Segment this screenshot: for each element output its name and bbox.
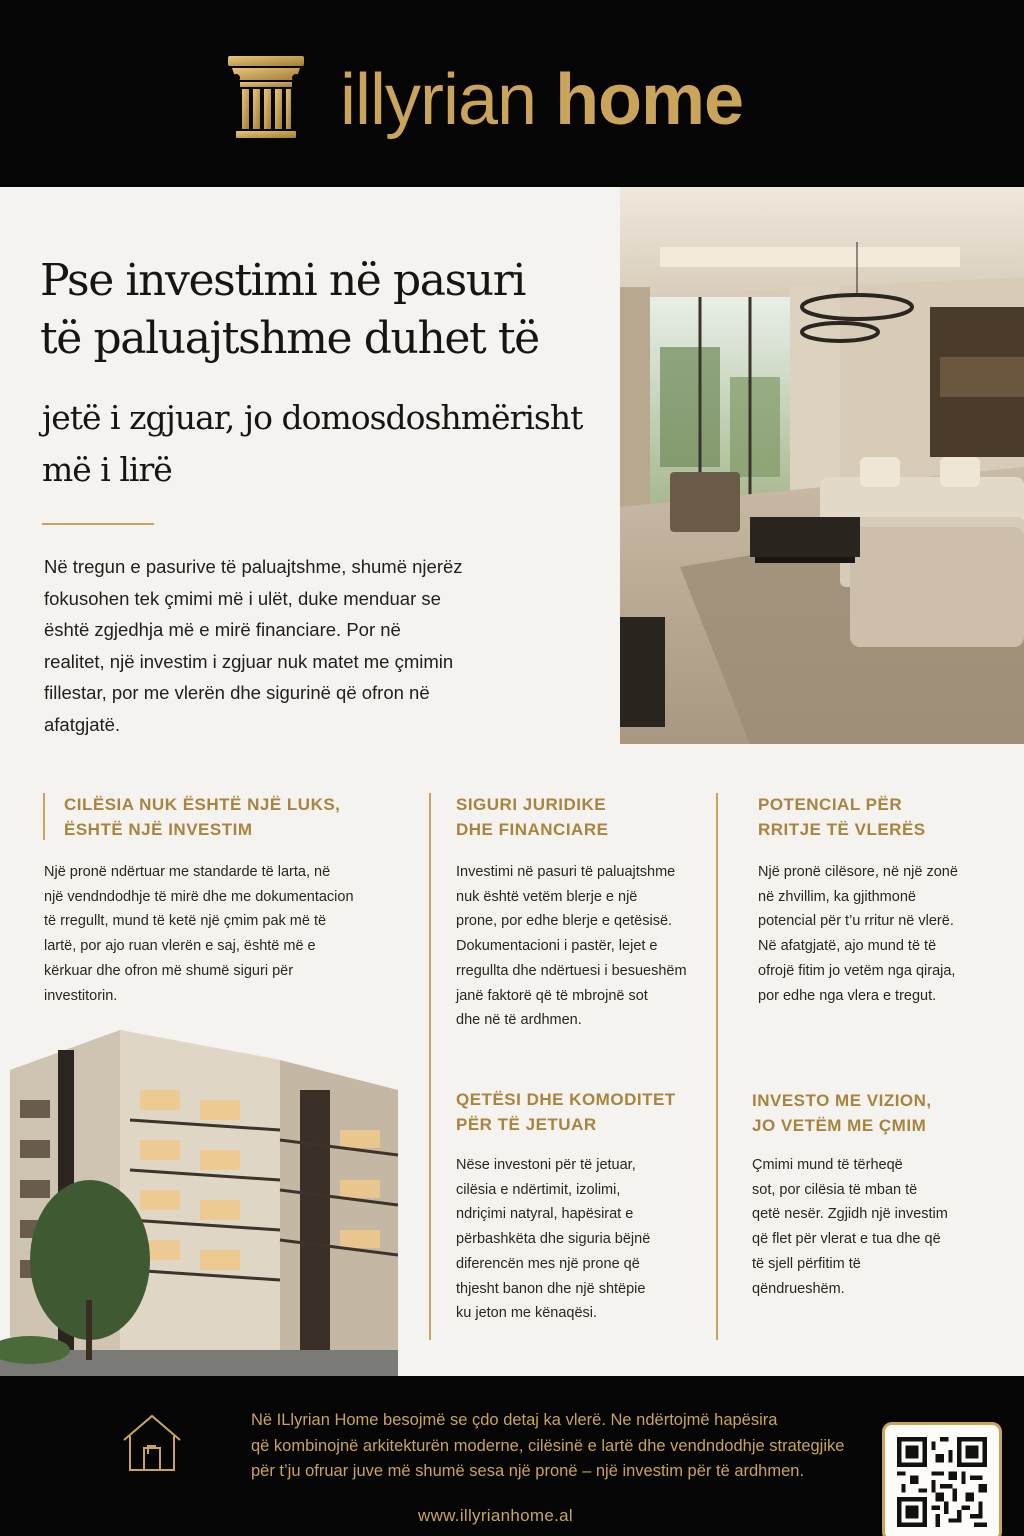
section-body-line: sot, por cilësia të mban të bbox=[752, 1181, 918, 1198]
section-title-line: SIGURI JURIDIKE bbox=[456, 795, 607, 814]
headline-line-4: më i lirë bbox=[42, 450, 172, 489]
section-body-growth bbox=[758, 860, 998, 1008]
section-title-line: PËR TË JETUAR bbox=[456, 1115, 597, 1134]
section-body-line: përbashkëta dhe siguria bëjnë bbox=[456, 1231, 651, 1248]
intro-line: afatgjatë. bbox=[44, 713, 121, 735]
section-body-line: Në afatgjatë, ajo mund të të bbox=[758, 938, 937, 955]
qr-code-icon bbox=[897, 1437, 987, 1527]
column-divider bbox=[716, 793, 718, 1340]
headline-line-1: Pse investimi në pasuri bbox=[40, 255, 526, 306]
section-title-line: DHE FINANCIARE bbox=[456, 820, 609, 839]
living-room-photo bbox=[620, 187, 1024, 744]
section-accent-line bbox=[43, 793, 45, 840]
intro-line: Në tregun e pasurive të paluajtshme, shumë njerëz bbox=[44, 556, 463, 577]
page-subtitle bbox=[42, 392, 617, 496]
brand-name-light: illyrian bbox=[340, 60, 537, 140]
page-title bbox=[40, 252, 610, 368]
section-body-line: Dokumentacioni i pastër, lejet e bbox=[456, 938, 658, 955]
section-body-line: që flet për vlerat e tua dhe që bbox=[752, 1231, 941, 1248]
section-body-line: qetë nesër. Zgjidh një investim bbox=[752, 1206, 948, 1223]
section-body-line: janë faktorë që të mbrojnë sot bbox=[456, 987, 648, 1004]
section-title-quality bbox=[64, 792, 384, 842]
section-body-vision bbox=[752, 1153, 1002, 1301]
section-body-line: thjesht banon dhe një shtëpie bbox=[456, 1280, 646, 1297]
section-body-line: nuk është vetëm blerje e një bbox=[456, 888, 638, 905]
section-body-line: ofrojë fitim jo vetëm nga qiraja, bbox=[758, 962, 956, 979]
section-body-line: potencial për t’u rritur në vlerë. bbox=[758, 913, 954, 930]
section-body-line: investitorin. bbox=[44, 987, 118, 1004]
column-icon bbox=[226, 54, 306, 140]
brand-name-bold: home bbox=[555, 60, 744, 140]
section-body-quality bbox=[44, 860, 404, 1008]
section-title-growth bbox=[758, 792, 998, 842]
section-body-line: të rregullt, mund të ketë një çmim pak më të bbox=[44, 913, 327, 930]
section-body-line: në zhvillim, ka gjithmonë bbox=[758, 888, 916, 905]
section-body-comfort bbox=[456, 1153, 706, 1326]
section-body-line: lartë, por ajo ruan vlerën e saj, është më e bbox=[44, 938, 316, 955]
section-body-line: prone, por edhe blerje e qetësisë. bbox=[456, 913, 673, 930]
section-body-line: Çmimi mund të tërheqë bbox=[752, 1157, 903, 1173]
section-body-line: diferencën mes një prone që bbox=[456, 1255, 640, 1272]
house-icon bbox=[120, 1410, 184, 1474]
section-title-line: INVESTO ME VIZION, bbox=[752, 1091, 932, 1110]
section-body-line: dhe në të ardhmen. bbox=[456, 1012, 582, 1029]
section-body-line: ku jeton me kënaqësi. bbox=[456, 1305, 598, 1322]
intro-line: është zgjedhja më e mirë financiare. Por në bbox=[44, 619, 401, 640]
footer-line: për t’ju ofruar juve më shumë sesa një pronë – një investim për të ardhmen. bbox=[251, 1462, 805, 1480]
intro-line: fokusohen tek çmimi më i ulët, duke menduar se bbox=[44, 587, 441, 609]
section-body-line: Investimi në pasuri të paluajtshme bbox=[456, 864, 676, 880]
headline-line-2: të paluajtshme duhet të bbox=[40, 313, 539, 364]
qr-code[interactable] bbox=[882, 1422, 1002, 1536]
footer-line: që kombinojnë arkitekturën moderne, cilësinë e lartë dhe vendndodhje strategjike bbox=[251, 1436, 845, 1455]
section-body-line: kërkuar dhe ofron më shumë siguri për bbox=[44, 962, 294, 979]
section-title-line: QETËSI DHE KOMODITET bbox=[456, 1090, 676, 1109]
section-body-line: qëndrueshëm. bbox=[752, 1280, 845, 1297]
section-title-line: RRITJE TË VLERËS bbox=[758, 820, 926, 839]
section-body-legal bbox=[456, 860, 706, 1033]
website-link[interactable]: www.illyrianhome.al bbox=[418, 1506, 573, 1525]
section-title-line: ËSHTË NJË INVESTIM bbox=[64, 820, 253, 839]
headline-line-3: jetë i zgjuar, jo domosdoshmërisht bbox=[42, 398, 583, 437]
section-body-line: Një pronë ndërtuar me standarde të larta, në bbox=[44, 864, 331, 880]
section-title-comfort bbox=[456, 1087, 706, 1137]
section-title-vision bbox=[752, 1088, 1002, 1138]
section-title-line: JO VETËM ME ÇMIM bbox=[752, 1116, 927, 1135]
intro-line: realitet, një investim i zgjuar nuk matet me çmimin bbox=[44, 650, 454, 672]
section-title-legal bbox=[456, 792, 706, 842]
section-body-line: një vendndodhje të mirë dhe me dokumentacion bbox=[44, 888, 354, 905]
section-body-line: Një pronë cilësore, në një zonë bbox=[758, 864, 958, 880]
gold-divider bbox=[42, 523, 154, 525]
section-body-line: ndriçimi natyral, hapësirat e bbox=[456, 1206, 634, 1223]
section-body-line: por edhe nga vlera e tregut. bbox=[758, 987, 937, 1004]
section-title-line: CILËSIA NUK ËSHTË NJË LUKS, bbox=[64, 795, 341, 814]
intro-line: fillestar, por me vlerën dhe sigurinë që ofron në bbox=[44, 682, 430, 703]
section-title-line: POTENCIAL PËR bbox=[758, 795, 903, 814]
building-photo bbox=[0, 1020, 398, 1376]
footer-statement bbox=[251, 1408, 883, 1492]
section-body-line: cilësia e ndërtimit, izolimi, bbox=[456, 1181, 621, 1198]
section-body-line: rregullta dhe ndërtuesi i besueshëm bbox=[456, 962, 687, 979]
column-divider bbox=[429, 793, 431, 1340]
brand-logo[interactable] bbox=[340, 60, 743, 140]
section-body-line: Nëse investoni për të jetuar, bbox=[456, 1157, 636, 1173]
intro-paragraph bbox=[44, 551, 504, 740]
footer-line: Në ILlyrian Home besojmë se çdo detaj ka vlerë. Ne ndërtojmë hapësira bbox=[251, 1411, 778, 1429]
section-body-line: të sjell përfitim të bbox=[752, 1255, 861, 1272]
